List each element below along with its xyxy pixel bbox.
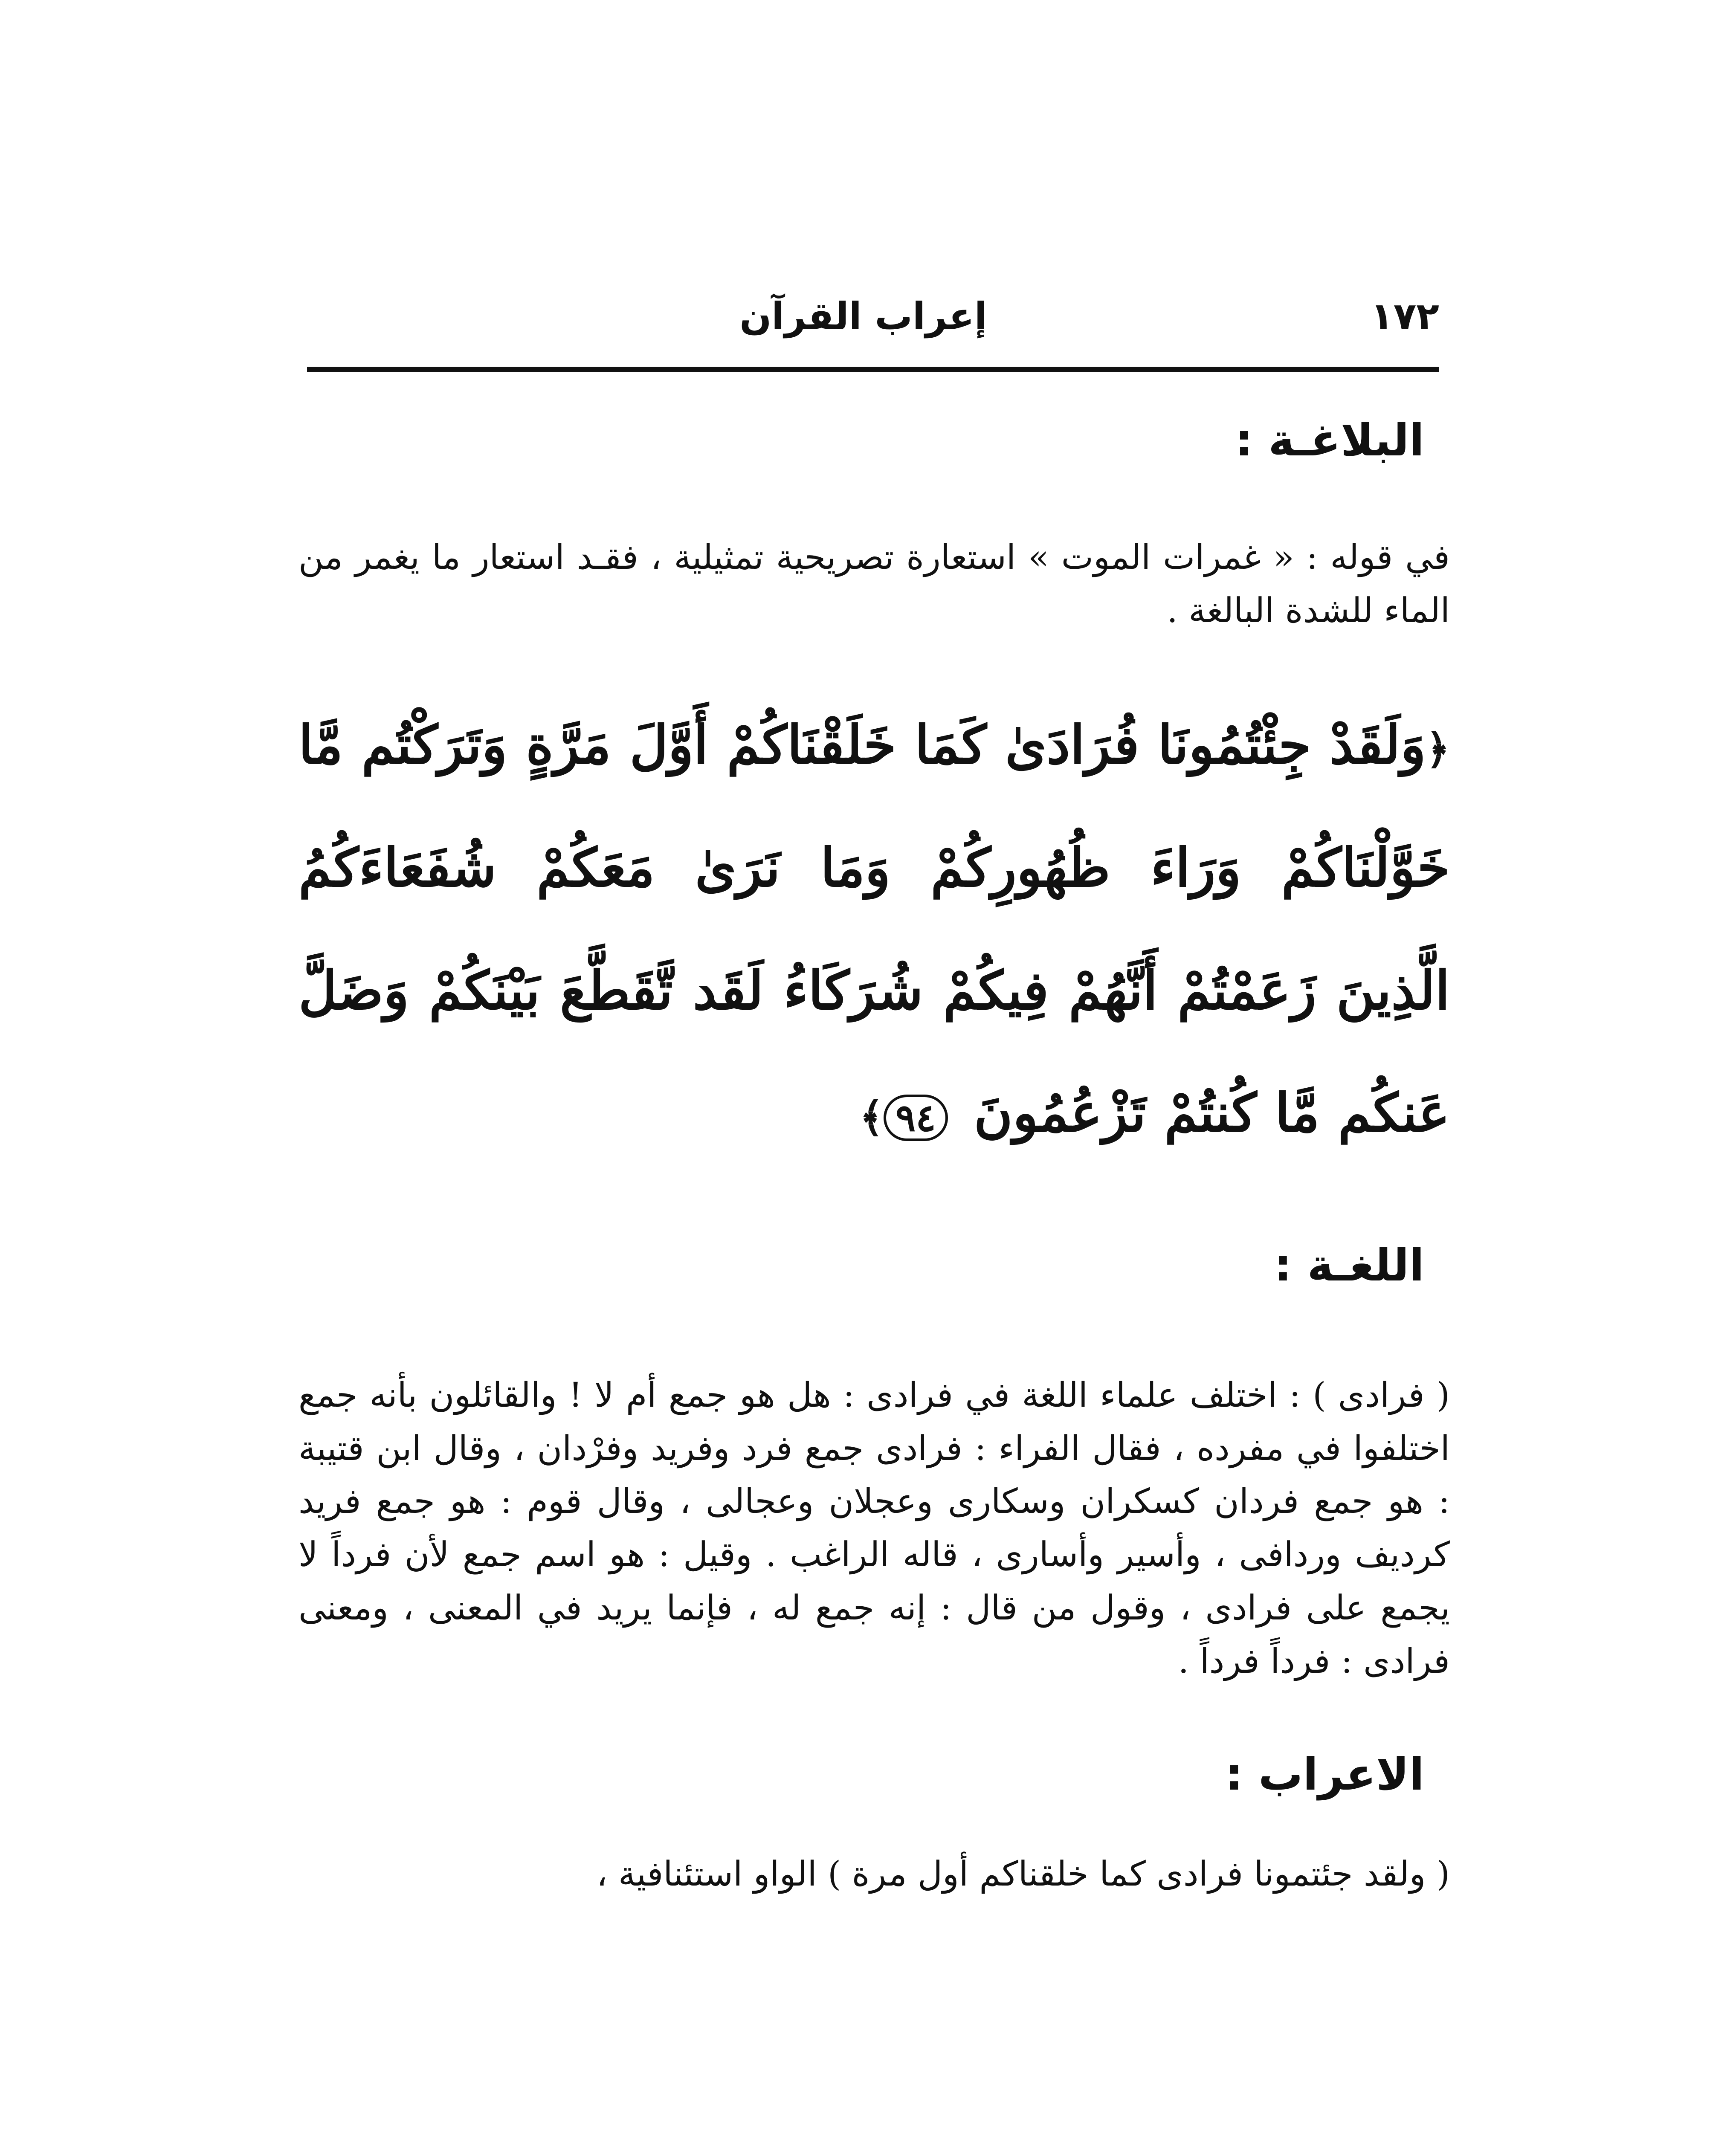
page-content — [299, 405, 1450, 1901]
irab-paragraph: ( ولقد جئتمونا فرادى كما خلقناكم أول مرة ) الواو استئنافية ، — [596, 1854, 1450, 1894]
book-title: إعراب القرآن — [739, 294, 987, 338]
verse-number-badge: ٩٤ — [884, 1095, 948, 1141]
verse-text: وَلَقَدْ جِئْتُمُونَا فُرَادَىٰ كَمَا خَلَقْنَاكُمْ أَوَّلَ مَرَّةٍ وَتَرَكْتُم مَّا خَوَّلْنَاكُمْ وَرَاءَ ظُهُورِكُمْ وَمَا نَرَىٰ مَعَكُمْ شُفَعَاءَكُمُ الَّذِينَ زَعَمْتُمْ أَنَّهُمْ فِيكُمْ شُرَكَاءُ لَقَد تَّقَطَّعَ بَيْنَكُمْ وَضَلَّ عَنكُم مَّا كُنتُمْ تَزْعُمُونَ — [299, 714, 1450, 1144]
page-number: ١٧٢ — [1370, 294, 1439, 338]
balagha-paragraph: في قوله : « غمرات الموت » استعارة تصريحية تمثيلية ، فقـد استعار ما يغمر من الماء للشدة البالغة . — [299, 537, 1450, 630]
header-divider — [307, 367, 1439, 372]
lugha-paragraph: ( فرادى ) : اختلف علماء اللغة في فرادى : هل هو جمع أم لا ! والقائلون بأنه جمع اختلفوا في مفرده ، فقال الفراء : فرادى جمع فرد وفريد وفرْدان ، وقال ابن قتيبة : هو جمع فردان كسكران وسكارى وعجلان وعجالى ، وقال قوم : هو جمع فريد كرديف وردافى ، وأسير وأسارى ، قاله الراغب . وقيل : هو اسم جمع لأن فرداً لا يجمع على فرادى ، وقول من قال : إنه جمع له ، فإنما يريد في المعنى ، ومعنى فرادى : فرداً فرداً . — [299, 1375, 1450, 1681]
irab-heading: الاعراب : — [1225, 1748, 1424, 1800]
lugha-heading: اللغـة : — [1274, 1239, 1424, 1292]
verse-close-ornament: ﴾ — [859, 1093, 884, 1141]
quran-verse — [299, 684, 1450, 1175]
verse-open-ornament: ﴿ — [1426, 725, 1450, 773]
running-header — [307, 277, 1439, 358]
balagha-heading: البلاغـة : — [1235, 414, 1424, 466]
